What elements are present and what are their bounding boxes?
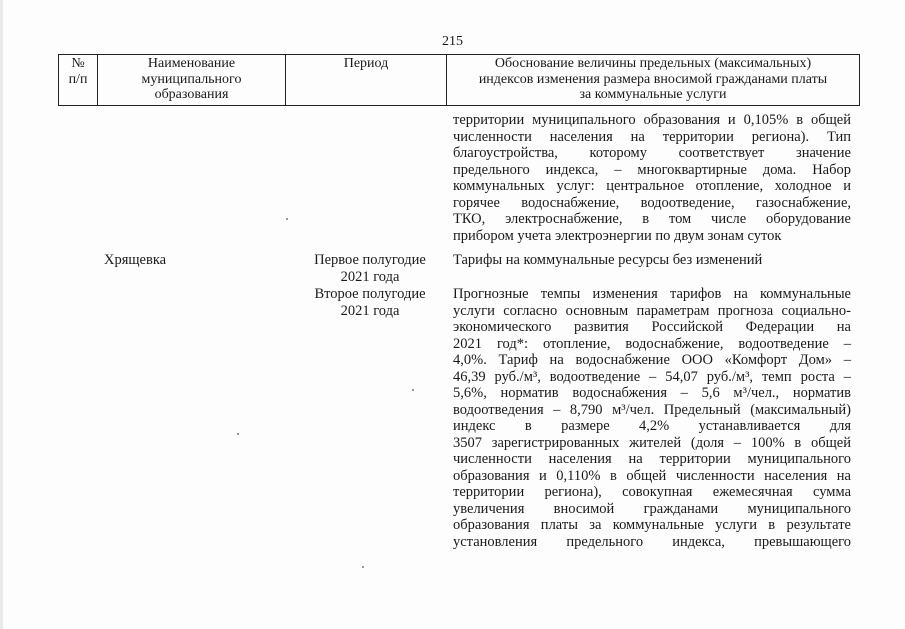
- header-col-number: № п/п: [68, 56, 88, 87]
- period-first-half: Первое полугодие 2021 года: [314, 252, 426, 285]
- scan-edge: [0, 0, 3, 629]
- header-col-justification: Обоснование величины предельных (максимальных) индексов изменения размера вносимой гражданами платы за коммунальные услуги: [446, 55, 859, 105]
- table-header: [58, 54, 860, 106]
- first-half-justification: Тарифы на коммунальные ресурсы без изменений: [453, 252, 763, 268]
- period-second-half: Второе полугодие 2021 года: [314, 286, 426, 319]
- header-col-period: Период: [285, 55, 446, 105]
- scan-speck: [362, 566, 364, 568]
- second-half-justification: Прогнозные темпы изменения тарифов на коммунальные услуги согласно основным параметрам прогноза социально- экономического развития Российской Федерации на 2021 год*: отопление, водоснабжение, водоотведение – 4,0%. Тариф на водоснабжение ООО «Комфорт Дом» – 46,39 руб./м³, водоотведение – 54,07 руб./м³, темп роста – 5,6%, норматив водоснабжения – 5,6 м³/чел., норматив водоотведения – 8,790 м³/чел. Предельный (максимальный) индекс в размере 4,2% устанавливается для 3507 зарегистрированных жителей (доля – 100% в общей численности населения на территории муниципального образования и 0,110% в общей численности населения на территории региона), совокупная ежемесячная сумма увеличения вносимой гражданами муниципального образования платы за коммунальные услуги в результате установления предельного индекса, превышающего: [453, 286, 851, 550]
- scan-speck: [412, 389, 414, 391]
- scan-speck: [237, 433, 239, 435]
- page-number: 215: [442, 34, 463, 49]
- continuation-paragraph: территории муниципального образования и 0,105% в общей численности населения на территории региона). Тип благоустройства, которому соответствует значение предельного индекса, – многоквартирные дома. Набор коммунальных услуг: центральное отопление, холодное и горячее водоснабжение, водоотведение, газоснабжение, ТКО, электроснабжение, в том числе оборудование прибором учета электроэнергии по двум зонам суток: [453, 112, 851, 244]
- municipality-name: Хрящевка: [104, 252, 167, 268]
- header-col-municipality: Наименование муниципального образования: [97, 55, 285, 105]
- scan-speck: [286, 218, 288, 220]
